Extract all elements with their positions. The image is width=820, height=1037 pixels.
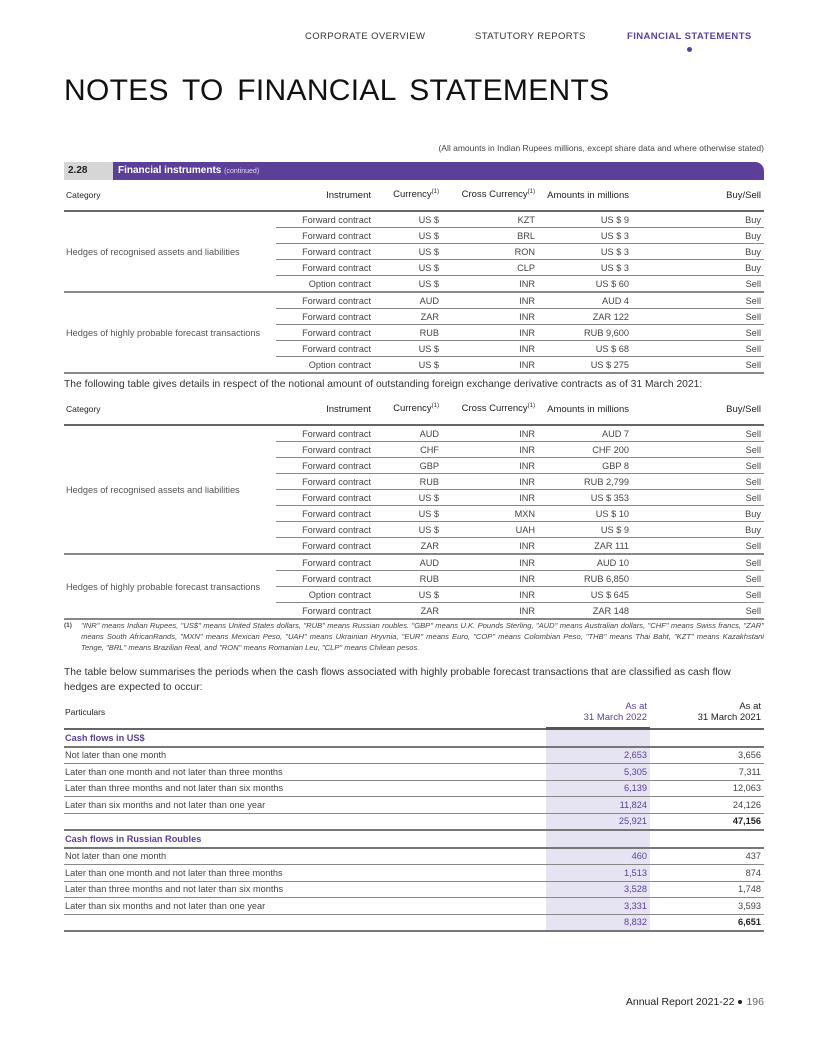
particulars-cell: Later than six months and not later than one year: [64, 797, 546, 814]
cross-currency-cell: RON: [442, 244, 538, 260]
currency-cell: US $: [374, 211, 442, 228]
currency-cell: AUD: [374, 292, 442, 309]
buy-sell-cell: Sell: [632, 425, 764, 442]
buy-sell-cell: Buy: [632, 506, 764, 522]
currency-cell: US $: [374, 228, 442, 244]
instrument-cell: Forward contract: [276, 425, 374, 442]
value-2021-cell: 437: [650, 848, 764, 865]
cross-currency-cell: INR: [442, 292, 538, 309]
instrument-cell: Forward contract: [276, 309, 374, 325]
table-row: [64, 554, 764, 571]
amount-cell: RUB 6,850: [538, 571, 632, 587]
instrument-cell: Forward contract: [276, 442, 374, 458]
total-label: [64, 813, 546, 830]
amount-cell: AUD 7: [538, 425, 632, 442]
col-cross-currency: Cross Currency$^{(1)}$: [442, 394, 538, 425]
cross-currency-cell: KZT: [442, 211, 538, 228]
table-row: [64, 292, 764, 309]
subheader-label: Cash flows in Russian Roubles: [64, 830, 546, 848]
buy-sell-cell: Sell: [632, 554, 764, 571]
instrument-cell: Forward contract: [276, 244, 374, 260]
instrument-cell: Forward contract: [276, 603, 374, 620]
buy-sell-cell: Sell: [632, 458, 764, 474]
buy-sell-cell: Sell: [632, 474, 764, 490]
col-instrument: Instrument: [276, 394, 374, 425]
table-row: [64, 881, 764, 898]
instrument-cell: Option contract: [276, 587, 374, 603]
value-2021-cell: 24,126: [650, 797, 764, 814]
particulars-cell: Later than one month and not later than three months: [64, 764, 546, 781]
amount-cell: ZAR 148: [538, 603, 632, 620]
buy-sell-cell: Buy: [632, 244, 764, 260]
category-cell: Hedges of recognised assets and liabilities: [64, 425, 276, 554]
currency-cell: US $: [374, 522, 442, 538]
col-amounts: Amounts in millions: [538, 394, 632, 425]
cross-currency-cell: INR: [442, 425, 538, 442]
currency-cell: US $: [374, 276, 442, 293]
currency-cell: ZAR: [374, 538, 442, 555]
instrument-cell: Forward contract: [276, 571, 374, 587]
instrument-cell: Forward contract: [276, 522, 374, 538]
col-buy-sell: Buy/Sell: [632, 180, 764, 211]
cross-currency-cell: MXN: [442, 506, 538, 522]
amount-cell: US $ 353: [538, 490, 632, 506]
total-2022-cell: 8,832: [546, 914, 650, 931]
particulars-cell: Later than six months and not later than one year: [64, 898, 546, 915]
currency-cell: US $: [374, 244, 442, 260]
instrument-cell: Forward contract: [276, 474, 374, 490]
col-currency: Currency$^{(1)}$: [374, 394, 442, 425]
cross-currency-cell: INR: [442, 442, 538, 458]
currency-cell: US $: [374, 490, 442, 506]
instrument-cell: Forward contract: [276, 490, 374, 506]
value-2021-cell: 7,311: [650, 764, 764, 781]
instrument-cell: Forward contract: [276, 458, 374, 474]
amount-cell: GBP 8: [538, 458, 632, 474]
value-2022-cell: 1,513: [546, 865, 650, 882]
cross-currency-cell: BRL: [442, 228, 538, 244]
table-row: [64, 898, 764, 915]
col-currency: Currency$^{(1)}$: [374, 180, 442, 211]
particulars-cell: Later than three months and not later than six months: [64, 780, 546, 797]
cross-currency-cell: INR: [442, 538, 538, 555]
buy-sell-cell: Sell: [632, 341, 764, 357]
currency-cell: US $: [374, 506, 442, 522]
particulars-cell: Not later than one month: [64, 848, 546, 865]
section-title-text: Financial instruments: [118, 165, 222, 176]
col-31-march-2022: As at 31 March 2022: [546, 697, 650, 729]
section-header: [64, 162, 764, 180]
amount-cell: US $ 10: [538, 506, 632, 522]
amount-cell: US $ 9: [538, 522, 632, 538]
cashflow-periods-table: [64, 697, 764, 932]
buy-sell-cell: Buy: [632, 522, 764, 538]
section-title-suffix: (continued): [224, 168, 260, 175]
buy-sell-cell: Sell: [632, 490, 764, 506]
section-title: [113, 162, 764, 180]
table-body: [64, 211, 764, 373]
buy-sell-cell: Sell: [632, 571, 764, 587]
table-header-row: [64, 180, 764, 211]
amount-cell: US $ 645: [538, 587, 632, 603]
value-2022-cell: 2,653: [546, 747, 650, 764]
instrument-cell: Option contract: [276, 276, 374, 293]
table-row: [64, 780, 764, 797]
value-2021-cell: 12,063: [650, 780, 764, 797]
currency-cell: CHF: [374, 442, 442, 458]
col-cross-currency: Cross Currency$^{(1)}$: [442, 180, 538, 211]
table-row: [64, 797, 764, 814]
buy-sell-cell: Buy: [632, 260, 764, 276]
col-category: Category: [64, 394, 276, 425]
table-row: [64, 848, 764, 865]
col-buy-sell: Buy/Sell: [632, 394, 764, 425]
top-navigation: [0, 31, 820, 61]
separator-dot-icon: [738, 1000, 742, 1004]
value-2022-cell: [546, 729, 650, 747]
active-nav-indicator-icon: [687, 47, 692, 52]
col-31-march-2021: As at 31 March 2021: [650, 697, 764, 729]
buy-sell-cell: Sell: [632, 587, 764, 603]
category-cell: Hedges of recognised assets and liabilities: [64, 211, 276, 292]
cross-currency-cell: INR: [442, 357, 538, 374]
category-cell: Hedges of highly probable forecast transactions: [64, 292, 276, 373]
currency-cell: US $: [374, 587, 442, 603]
cross-currency-cell: INR: [442, 458, 538, 474]
total-2021-cell: 6,651: [650, 914, 764, 931]
particulars-cell: Not later than one month: [64, 747, 546, 764]
value-2022-cell: 11,824: [546, 797, 650, 814]
paragraph-cashflow-intro: The table below summarises the periods when the cash flows associated with highly probable forecast transactions that are classified as cash flow hedges are expected to occur:: [64, 667, 731, 693]
buy-sell-cell: Sell: [632, 442, 764, 458]
cross-currency-cell: INR: [442, 490, 538, 506]
derivatives-table-2021: [64, 394, 764, 620]
amount-cell: US $ 3: [538, 260, 632, 276]
value-2021-cell: 3,656: [650, 747, 764, 764]
report-name: Annual Report 2021-22: [625, 996, 735, 1008]
instrument-cell: Forward contract: [276, 292, 374, 309]
col-particulars: Particulars: [64, 697, 546, 729]
amount-cell: US $ 275: [538, 357, 632, 374]
buy-sell-cell: Sell: [632, 276, 764, 293]
nav-corporate-overview[interactable]: CORPORATE OVERVIEW: [305, 31, 426, 42]
total-2022-cell: 25,921: [546, 813, 650, 830]
table-body: [64, 729, 764, 932]
value-2022-cell: 5,305: [546, 764, 650, 781]
cross-currency-cell: INR: [442, 325, 538, 341]
cross-currency-cell: INR: [442, 571, 538, 587]
col-instrument: Instrument: [276, 180, 374, 211]
subheader-label: Cash flows in US$: [64, 729, 546, 747]
amount-cell: US $ 68: [538, 341, 632, 357]
cross-currency-cell: INR: [442, 474, 538, 490]
page-title: NOTES TO FINANCIAL STATEMENTS: [64, 74, 610, 107]
table-header-row: [64, 697, 764, 729]
cross-currency-cell: INR: [442, 276, 538, 293]
page-footer: [626, 996, 764, 1008]
cross-currency-cell: INR: [442, 587, 538, 603]
section-subheader-row: [64, 830, 764, 848]
particulars-cell: Later than one month and not later than three months: [64, 865, 546, 882]
value-2022-cell: 3,331: [546, 898, 650, 915]
instrument-cell: Forward contract: [276, 228, 374, 244]
buy-sell-cell: Sell: [632, 538, 764, 555]
table-header-row: [64, 394, 764, 425]
cross-currency-cell: INR: [442, 603, 538, 620]
value-2022-cell: 3,528: [546, 881, 650, 898]
nav-statutory-reports[interactable]: STATUTORY REPORTS: [475, 31, 586, 42]
value-2021-cell: [650, 729, 764, 747]
currency-footnote: [64, 620, 764, 653]
amount-cell: US $ 3: [538, 244, 632, 260]
category-cell: Hedges of highly probable forecast transactions: [64, 554, 276, 619]
amount-cell: ZAR 122: [538, 309, 632, 325]
currency-cell: ZAR: [374, 603, 442, 620]
derivatives-table-2022: [64, 180, 764, 374]
particulars-cell: Later than three months and not later than six months: [64, 881, 546, 898]
footnote-text: "INR" means Indian Rupees, "US$" means United States dollars, "RUB" means Russian roubles. "GBP" means U.K. Pounds Sterling, "AUD" means Australian dollars, "CHF" means Swiss francs, "ZAR" means South AfricanRands, "MXN" means Mexican Peso, "UAH" means Ukrainian Hryvnia, "EUR" means Euro, "COP" means Colombian Peso, "THB" means Thai Baht, "KZT" means Kazakhstani Tenge, "BRL" means Brazilian Real, and "RON" means Romanian Leu, "CLP" means Chilean pesos.: [81, 621, 764, 652]
cross-currency-cell: CLP: [442, 260, 538, 276]
table-body: [64, 425, 764, 619]
total-2021-cell: 47,156: [650, 813, 764, 830]
instrument-cell: Option contract: [276, 357, 374, 374]
cross-currency-cell: INR: [442, 554, 538, 571]
currency-cell: ZAR: [374, 309, 442, 325]
amount-cell: CHF 200: [538, 442, 632, 458]
instrument-cell: Forward contract: [276, 538, 374, 555]
table-row: [64, 747, 764, 764]
currency-cell: AUD: [374, 554, 442, 571]
section-number: 2.28: [64, 162, 113, 180]
value-2021-cell: 1,748: [650, 881, 764, 898]
footnote-mark: (1): [64, 622, 72, 629]
currency-cell: GBP: [374, 458, 442, 474]
section-subheader-row: [64, 729, 764, 747]
buy-sell-cell: Sell: [632, 357, 764, 374]
amount-cell: US $ 60: [538, 276, 632, 293]
cross-currency-cell: INR: [442, 309, 538, 325]
buy-sell-cell: Sell: [632, 292, 764, 309]
buy-sell-cell: Sell: [632, 603, 764, 620]
currency-cell: US $: [374, 341, 442, 357]
nav-financial-statements[interactable]: FINANCIAL STATEMENTS: [627, 31, 752, 42]
amount-cell: US $ 3: [538, 228, 632, 244]
value-2022-cell: [546, 830, 650, 848]
total-row: [64, 813, 764, 830]
total-row: [64, 914, 764, 931]
total-label: [64, 914, 546, 931]
table-row: [64, 865, 764, 882]
amount-cell: ZAR 111: [538, 538, 632, 555]
instrument-cell: Forward contract: [276, 211, 374, 228]
currency-cell: RUB: [374, 571, 442, 587]
currency-cell: US $: [374, 260, 442, 276]
paragraph-2021-intro: The following table gives details in respect of the notional amount of outstanding foreign exchange derivative contracts as of 31 March 2021:: [64, 379, 703, 390]
value-2022-cell: 460: [546, 848, 650, 865]
buy-sell-cell: Buy: [632, 211, 764, 228]
currency-cell: RUB: [374, 325, 442, 341]
table-row: [64, 764, 764, 781]
currency-cell: AUD: [374, 425, 442, 442]
amount-cell: RUB 2,799: [538, 474, 632, 490]
value-2021-cell: [650, 830, 764, 848]
value-2021-cell: 874: [650, 865, 764, 882]
value-2021-cell: 3,593: [650, 898, 764, 915]
col-amounts: Amounts in millions: [538, 180, 632, 211]
buy-sell-cell: Buy: [632, 228, 764, 244]
buy-sell-cell: Sell: [632, 325, 764, 341]
cross-currency-cell: UAH: [442, 522, 538, 538]
table-row: [64, 425, 764, 442]
page-number: 196: [746, 996, 764, 1008]
amount-cell: AUD 10: [538, 554, 632, 571]
instrument-cell: Forward contract: [276, 506, 374, 522]
instrument-cell: Forward contract: [276, 341, 374, 357]
currency-cell: US $: [374, 357, 442, 374]
currency-cell: RUB: [374, 474, 442, 490]
buy-sell-cell: Sell: [632, 309, 764, 325]
col-category: Category: [64, 180, 276, 211]
amount-cell: US $ 9: [538, 211, 632, 228]
instrument-cell: Forward contract: [276, 554, 374, 571]
amounts-note: (All amounts in Indian Rupees millions, except share data and where otherwise stated): [438, 143, 764, 153]
value-2022-cell: 6,139: [546, 780, 650, 797]
table-row: [64, 211, 764, 228]
instrument-cell: Forward contract: [276, 325, 374, 341]
instrument-cell: Forward contract: [276, 260, 374, 276]
amount-cell: AUD 4: [538, 292, 632, 309]
cross-currency-cell: INR: [442, 341, 538, 357]
amount-cell: RUB 9,600: [538, 325, 632, 341]
